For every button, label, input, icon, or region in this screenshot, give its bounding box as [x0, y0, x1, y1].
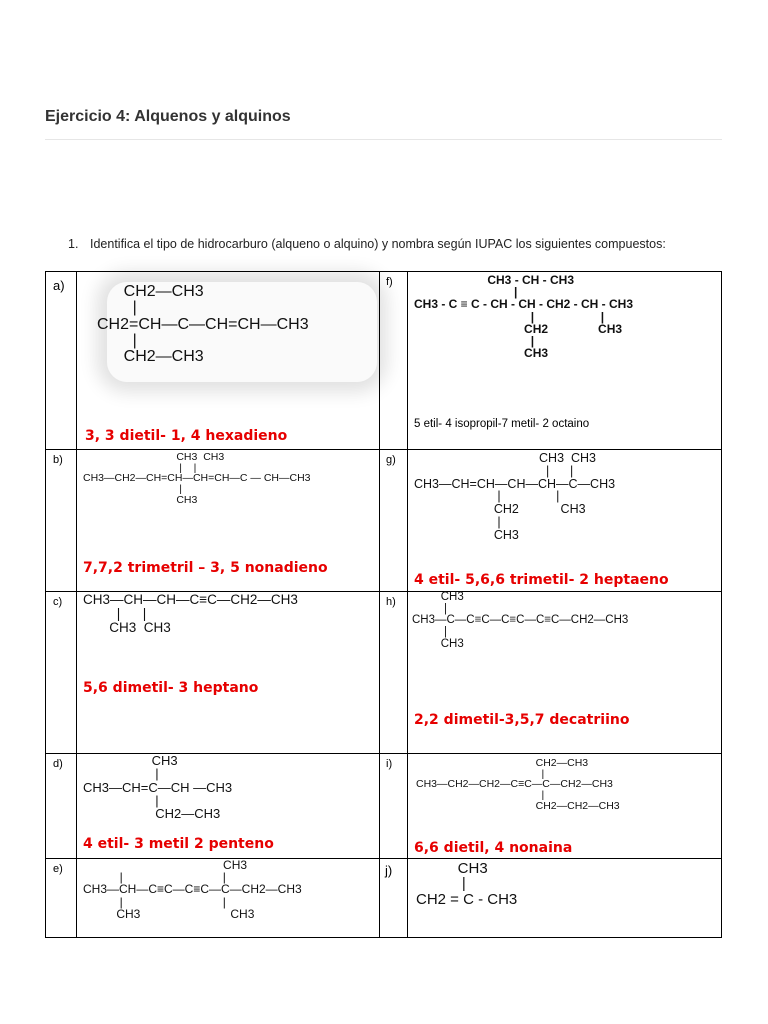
- row-label-e: e): [53, 863, 63, 875]
- answer-b: 7,7,2 trimetril – 3, 5 nonadieno: [83, 560, 328, 576]
- label-cell-c: [46, 592, 77, 754]
- structure-c: CH3—CH—CH—C≡C—CH2—CH3 | | CH3 CH3: [83, 592, 298, 635]
- answer-c: 5,6 dimetil- 3 heptano: [83, 680, 259, 696]
- structure-f: CH3 - CH - CH3 | CH3 - C ≡ C - CH - CH - CH2 - CH - CH3 | | CH2 CH3 | CH3: [414, 273, 633, 361]
- row-label-d: d): [53, 758, 63, 770]
- content-cell-f: [408, 272, 722, 450]
- row-label-b: b): [53, 454, 63, 466]
- instruction-text: Identifica el tipo de hidrocarburo (alqueno o alquino) y nombra según IUPAC los siguientes compuestos:: [90, 237, 666, 251]
- label-cell-i: [380, 754, 408, 859]
- row-label-c: c): [53, 596, 63, 608]
- structure-a: CH2—CH3 | CH2=CH—C—CH=CH—CH3 | CH2—CH3: [97, 283, 309, 366]
- content-cell-c: [77, 592, 380, 754]
- row-label-i: i): [386, 758, 393, 770]
- answer-i: 6,6 dietil, 4 nonaina: [414, 840, 573, 856]
- label-cell-g: [380, 450, 408, 592]
- answer-a: 3, 3 dietil- 1, 4 hexadieno: [85, 428, 288, 444]
- structure-e: CH3 | | CH3—CH—C≡C—C≡C—C—CH2—CH3 | | CH3 CH3: [83, 858, 302, 921]
- label-cell-b: [46, 450, 77, 592]
- content-cell-e: [77, 859, 380, 937]
- structure-g: CH3 CH3 | | CH3—CH=CH—CH—CH—C—CH3 | | CH2 CH3 | CH3: [414, 451, 616, 542]
- structure-d: CH3 | CH3—CH=C—CH —CH3 | CH2—CH3: [83, 753, 233, 821]
- row-label-g: g): [386, 454, 396, 466]
- answer-d: 4 etil- 3 metil 2 penteno: [83, 836, 274, 852]
- answer-f: 5 etil- 4 isopropil-7 metil- 2 octaino: [414, 418, 590, 430]
- answer-g: 4 etil- 5,6,6 trimetil- 2 heptaeno: [414, 572, 669, 588]
- content-cell-h: [408, 592, 722, 754]
- content-cell-d: [77, 754, 380, 859]
- title-divider: [45, 139, 722, 140]
- structure-b: CH3 CH3 | | CH3—CH2—CH=CH—CH=CH—C — CH—CH3 | CH3: [83, 451, 311, 506]
- label-cell-a: [46, 272, 77, 450]
- exercise-title: Ejercicio 4: Alquenos y alquinos: [45, 108, 291, 125]
- row-label-h: h): [386, 596, 396, 608]
- content-cell-g: [408, 450, 722, 592]
- row-label-a: a): [53, 278, 65, 293]
- structure-j: CH3 | CH2 = C - CH3: [416, 860, 518, 908]
- structure-h: CH3 | CH3—C—C≡C—C≡C—C≡C—CH2—CH3 | CH3: [412, 591, 629, 650]
- content-cell-i: [408, 754, 722, 859]
- content-cell-j: [408, 859, 722, 937]
- label-cell-f: [380, 272, 408, 450]
- content-cell-a: [77, 272, 380, 450]
- label-cell-h: [380, 592, 408, 754]
- row-label-j: j): [385, 863, 393, 878]
- content-cell-b: [77, 450, 380, 592]
- instruction-number: 1.: [68, 237, 79, 251]
- instruction-line: [68, 237, 728, 251]
- row-label-f: f): [386, 276, 393, 288]
- answer-h: 2,2 dimetil-3,5,7 decatriino: [414, 712, 630, 728]
- structure-i: CH2—CH3 | CH3—CH2—CH2—C≡C—C—CH2—CH3 | CH2—CH2—CH3: [416, 757, 620, 812]
- exercise-table: [45, 271, 722, 938]
